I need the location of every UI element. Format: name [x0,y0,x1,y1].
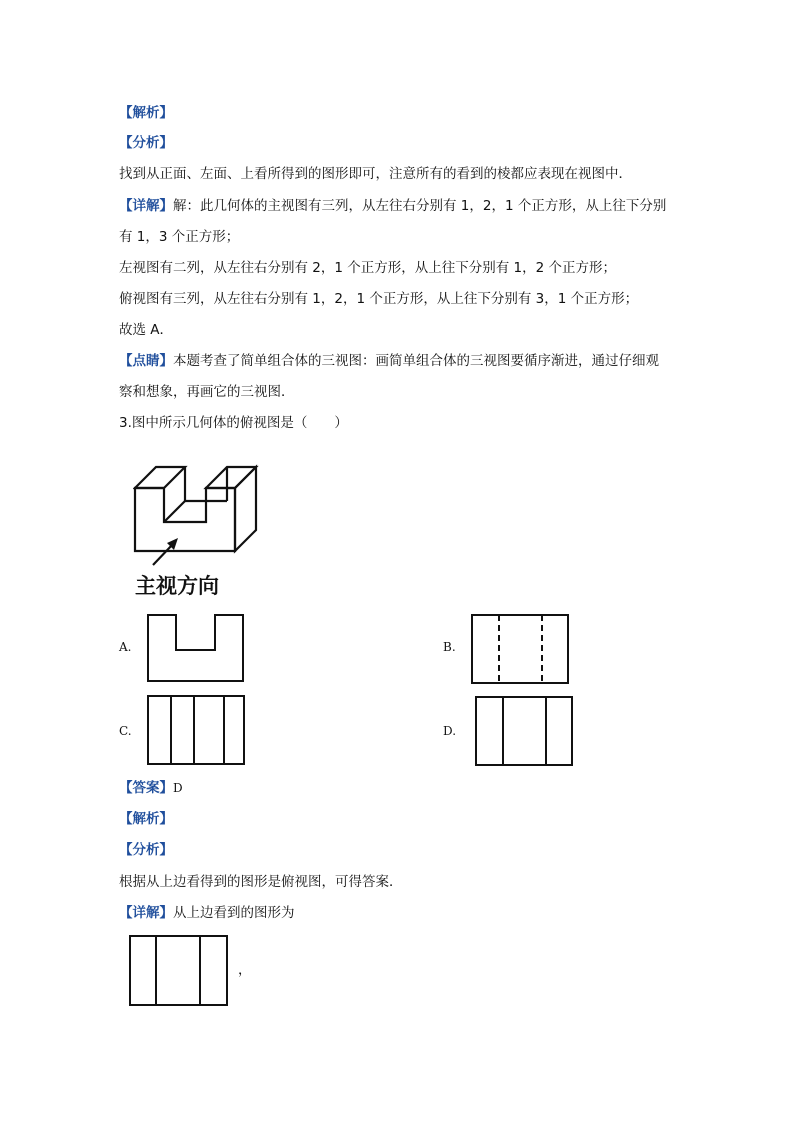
option-d-figure [474,695,574,767]
fenxi-heading: 【分析】 [119,135,173,151]
option-c-label: C. [119,724,132,738]
answer-jiexi-heading: 【解析】 [119,811,173,827]
option-a-label: A. [119,640,132,654]
jiexi-heading: 【解析】 [119,105,173,121]
answer-trailing-comma: ， [238,962,252,978]
option-c-figure [146,694,246,766]
answer-xiangjie-line [119,903,295,923]
xiangjie-line-2: 有 1，3 个正方形； [119,229,240,245]
fenxi-text: 找到从正面、左面、上看所得到的图形即可，注意所有的看到的棱都应表现在视图中． [119,166,632,182]
xiangjie-tag: 【详解】 [119,198,173,214]
option-d-label: D. [443,724,457,738]
dianjing-tag: 【点睛】 [119,353,173,369]
answer-xiangjie-text: 从上边看到的图形为 [173,905,295,921]
choice-line: 故选 A． [119,322,174,338]
option-b-figure [470,613,570,685]
top-view-line: 俯视图有三列，从左往右分别有 1，2，1 个正方形，从上往下分别有 3，1 个正方形； [119,291,639,307]
view-direction-arrow [150,530,190,570]
question-3-stem: 3.图中所示几何体的俯视图是（ ） [119,415,348,431]
answer-xiangjie-tag: 【详解】 [119,905,173,921]
figure-caption: 主视方向 [135,574,219,598]
dianjing-text-1: 本题考查了简单组合体的三视图：画简单组合体的三视图要循序渐进，通过仔细观 [173,353,659,369]
option-a-figure [146,613,246,683]
xiangjie-line-1 [119,196,666,216]
option-b-label: B. [443,640,456,654]
xiangjie-text-1: 解：此几何体的主视图有三列，从左往右分别有 1，2，1 个正方形，从上往下分别 [173,198,667,214]
answer-line [119,778,183,798]
answer-fenxi-heading: 【分析】 [119,842,173,858]
dianjing-line-2: 察和想象，再画它的三视图． [119,384,295,400]
answer-figure [128,934,230,1008]
answer-tag: 【答案】 [119,780,173,796]
answer-fenxi-text: 根据从上边看得到的图形是俯视图，可得答案． [119,874,403,890]
left-view-line: 左视图有二列，从左往右分别有 2，1 个正方形，从上往下分别有 1，2 个正方形； [119,260,617,276]
answer-value: D [173,781,183,795]
dianjing-line-1 [119,351,659,371]
